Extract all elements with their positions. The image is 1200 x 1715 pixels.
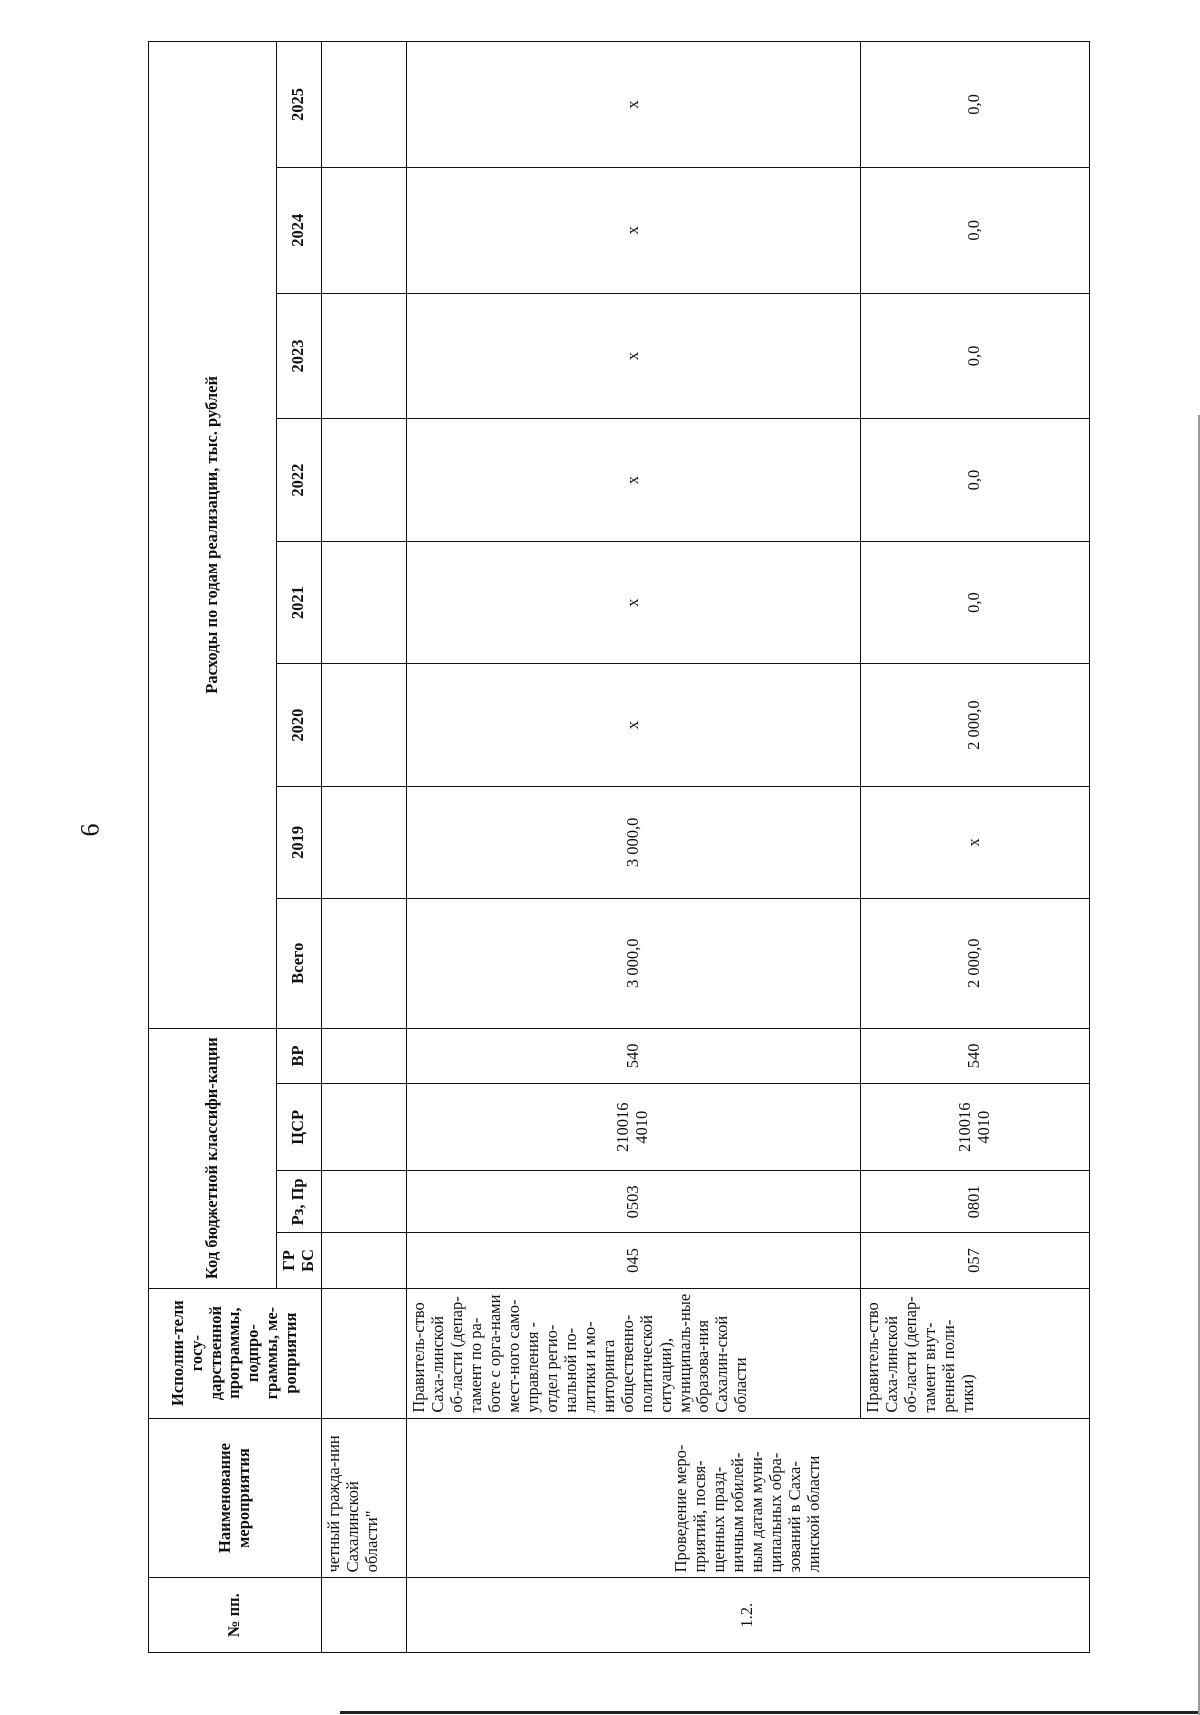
header-expenses-group: Расходы по годам реализации, тыс. рублей (149, 42, 277, 1029)
item-name: Проведение меро-приятий, посвя-щенных празд-ничным юбилей-ным датам муни-ципальных обра-зований в Саха-линской области (406, 1418, 1089, 1578)
header-grbs: ГР БС (277, 1233, 322, 1288)
header-year: 2021 (277, 541, 322, 664)
item-num: 1.2. (406, 1578, 1089, 1653)
cell (321, 1084, 406, 1171)
year-value: х (406, 664, 860, 787)
header-year: 2025 (277, 42, 322, 168)
cell (321, 167, 406, 293)
header-vr: ВР (277, 1028, 322, 1083)
header-year: 2024 (277, 167, 322, 293)
cell (321, 1171, 406, 1233)
header-total: Всего (277, 898, 322, 1028)
year-value: 0,0 (860, 419, 1089, 542)
csr-value: 210016 4010 (406, 1084, 860, 1171)
cell (321, 786, 406, 898)
year-value: 2 000,0 (860, 664, 1089, 787)
executor: Правитель-ство Саха-линской об-ласти (депар-тамент по ра-боте с орга-нами мест-ного само-управления - отдел регио-нальной по-литики и мо-ниторинга общественно-политической ситуации), муниципаль-ные образова-ния Сахалин-ской области (406, 1288, 860, 1418)
rzpr-value: 0801 (860, 1171, 1089, 1233)
table-row (321, 42, 406, 1653)
cell (321, 1233, 406, 1288)
table-row (406, 42, 860, 1653)
grbs-value: 045 (406, 1233, 860, 1288)
cell (321, 293, 406, 419)
year-value: х (406, 419, 860, 542)
header-year: 2019 (277, 786, 322, 898)
year-value: х (406, 541, 860, 664)
vr-value: 540 (860, 1028, 1089, 1083)
header-executors: Исполни-тели госу-дарственной программы, подпро-граммы, ме-роприятия (149, 1288, 322, 1418)
csr-value: 210016 4010 (860, 1084, 1089, 1171)
cell (321, 419, 406, 542)
year-value: 0,0 (860, 541, 1089, 664)
header-year: 2020 (277, 664, 322, 787)
total-value: 3 000,0 (406, 898, 860, 1028)
year-value: х (406, 293, 860, 419)
cell (321, 664, 406, 787)
year-value: 0,0 (860, 42, 1089, 168)
executor: Правитель-ство Саха-линской об-ласти (депар-тамент внут-ренней поли-тики) (860, 1288, 1089, 1418)
cell (321, 1578, 406, 1653)
cell (321, 1028, 406, 1083)
header-name: Наименование мероприятия (149, 1418, 322, 1578)
budget-table (148, 41, 1090, 1653)
total-value: 2 000,0 (860, 898, 1089, 1028)
continuation-name: четный гражда-нин Сахалинской области" (321, 1418, 406, 1578)
year-value: 0,0 (860, 293, 1089, 419)
header-year: 2023 (277, 293, 322, 419)
year-value: х (860, 786, 1089, 898)
header-rzpr: Рз, Пр (277, 1171, 322, 1233)
rotated-table-container (148, 41, 1088, 1653)
year-value: х (406, 167, 860, 293)
year-value: 0,0 (860, 167, 1089, 293)
year-value: х (406, 42, 860, 168)
rzpr-value: 0503 (406, 1171, 860, 1233)
page-number: 6 (75, 823, 105, 837)
cell (321, 898, 406, 1028)
header-csr: ЦСР (277, 1084, 322, 1171)
cell (321, 1288, 406, 1418)
header-year: 2022 (277, 419, 322, 542)
header-code-group: Код бюджетной классифи-кации (149, 1028, 277, 1288)
vr-value: 540 (406, 1028, 860, 1083)
header-num: № пп. (149, 1578, 322, 1653)
table-row (860, 42, 1089, 1653)
cell (321, 541, 406, 664)
year-value: 3 000,0 (406, 786, 860, 898)
grbs-value: 057 (860, 1233, 1089, 1288)
cell (321, 42, 406, 168)
